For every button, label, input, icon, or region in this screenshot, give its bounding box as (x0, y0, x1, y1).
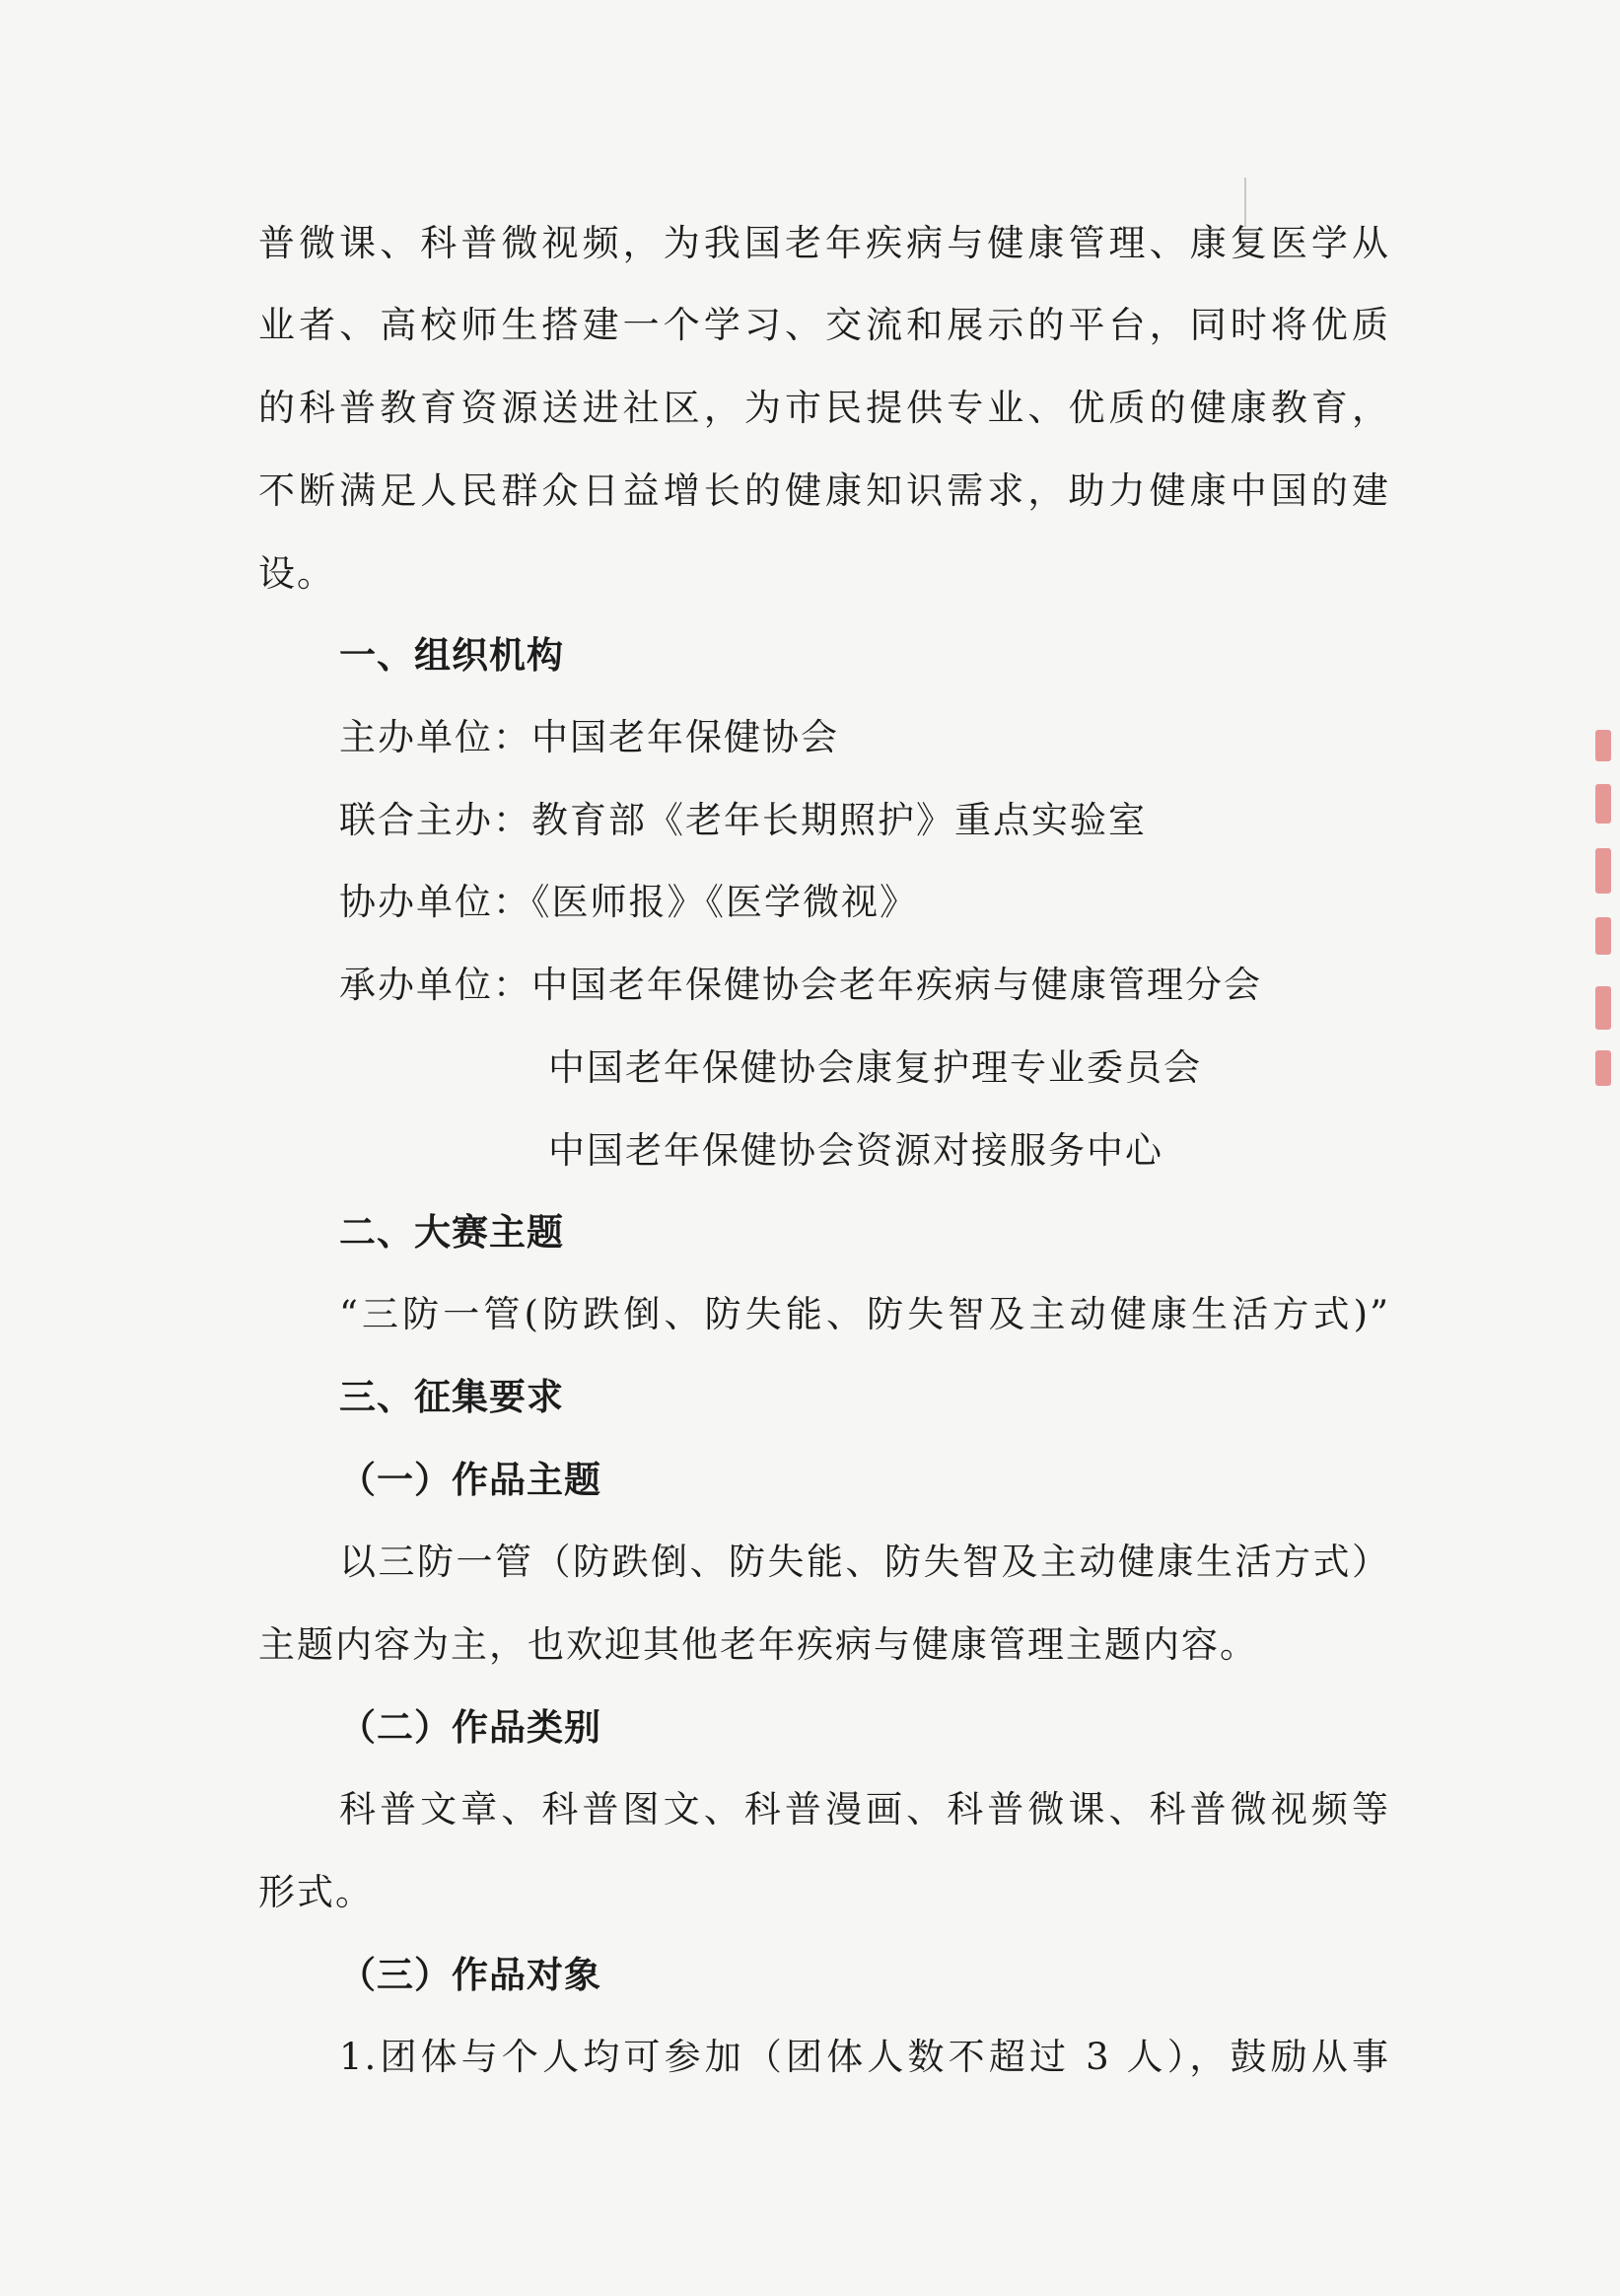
sub3-heading: （三）作品对象 (339, 1954, 601, 1996)
seal-edge-mark (1595, 848, 1611, 894)
seal-edge-mark (1595, 986, 1611, 1030)
sub1-heading: （一）作品主题 (339, 1459, 601, 1501)
sub2-line-2: 形式。 (258, 1871, 374, 1913)
intro-line-1: 普微课、科普微视频，为我国老年疾病与健康管理、康复医学从 (258, 222, 1390, 264)
organizer-label: 承办单位： (339, 964, 531, 1006)
cohost-row (339, 799, 1147, 842)
sub1-line-1: 以三防一管（防跌倒、防失能、防失智及主动健康生活方式） (339, 1541, 1390, 1583)
intro-line-2: 业者、高校师生搭建一个学习、交流和展示的平台，同时将优质 (258, 304, 1390, 346)
organizer-value-2: 中国老年保健协会康复护理专业委员会 (548, 1046, 1202, 1089)
scan-artifact (1244, 178, 1246, 227)
intro-line-5: 设。 (258, 552, 335, 595)
section3-heading: 三、征集要求 (339, 1376, 564, 1418)
sub3-line-1: 1.团体与个人均可参加（团体人数不超过 3 人），鼓励从事 (339, 2036, 1390, 2078)
assist-row (339, 881, 918, 924)
assist-label: 协办单位： (339, 881, 531, 923)
intro-line-3: 的科普教育资源送进社区，为市民提供专业、优质的健康教育， (258, 387, 1390, 429)
sub2-heading: （二）作品类别 (339, 1706, 601, 1749)
seal-edge-mark (1595, 784, 1611, 824)
theme-text: “三防一管(防跌倒、防失能、防失智及主动健康生活方式)” (339, 1293, 1390, 1335)
section2-heading: 二、大赛主题 (339, 1211, 564, 1254)
organizer-row (339, 964, 1262, 1007)
sub2-line-1: 科普文章、科普图文、科普漫画、科普微课、科普微视频等 (339, 1788, 1390, 1830)
seal-edge-mark (1595, 917, 1611, 955)
seal-edge-mark (1595, 1050, 1611, 1086)
host-value: 中国老年保健协会 (531, 716, 839, 758)
organizer-value-3: 中国老年保健协会资源对接服务中心 (548, 1129, 1163, 1172)
assist-value: 《医师报》《医学微视》 (531, 881, 918, 923)
intro-line-4: 不断满足人民群众日益增长的健康知识需求，助力健康中国的建 (258, 469, 1390, 512)
cohost-label: 联合主办： (339, 799, 531, 841)
seal-edge-mark (1595, 730, 1611, 761)
sub1-line-2: 主题内容为主，也欢迎其他老年疾病与健康管理主题内容。 (258, 1623, 1258, 1666)
host-row (339, 716, 839, 759)
section1-heading: 一、组织机构 (339, 634, 564, 677)
cohost-value: 教育部《老年长期照护》重点实验室 (531, 799, 1147, 841)
organizer-value-1: 中国老年保健协会老年疾病与健康管理分会 (531, 964, 1262, 1006)
host-label: 主办单位： (339, 716, 531, 758)
